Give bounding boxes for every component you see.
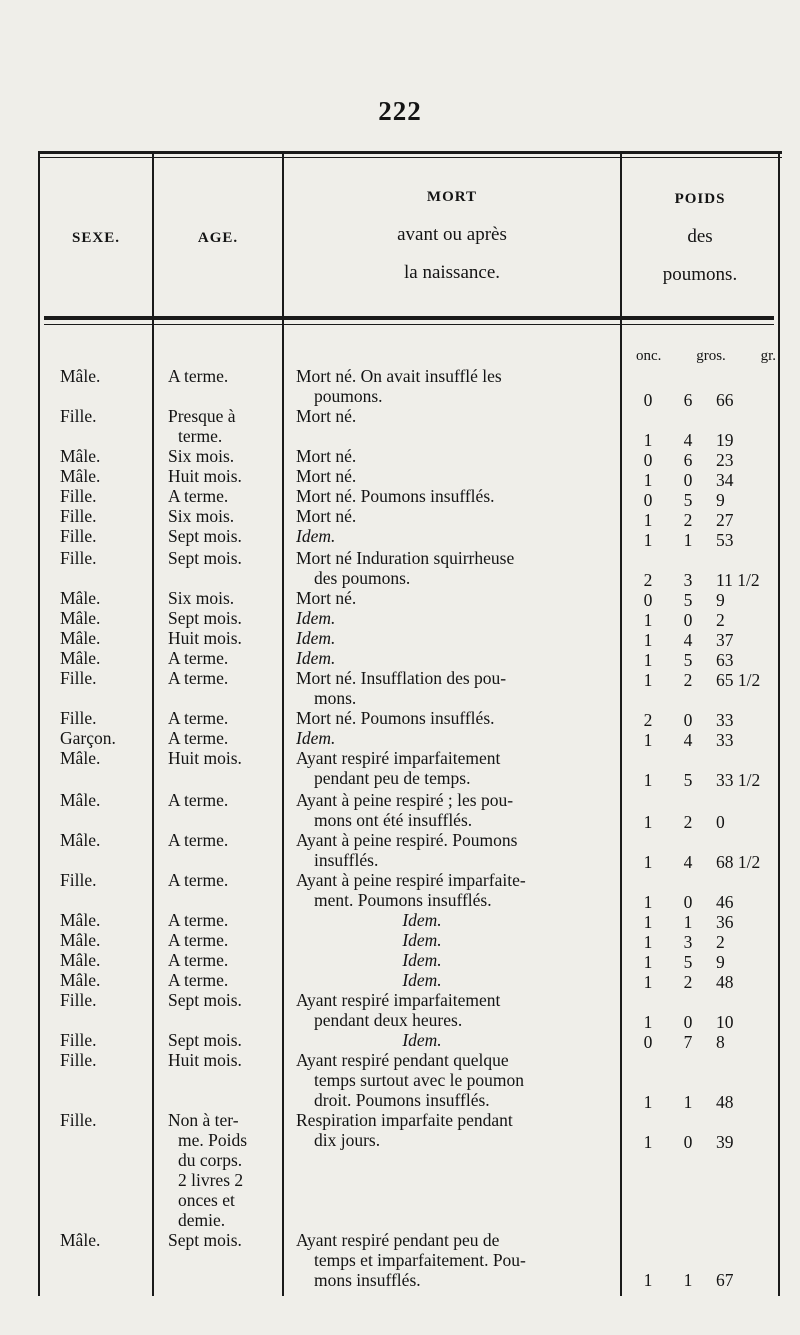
cell-gros: 4	[683, 730, 693, 750]
cell-grains: 19	[716, 430, 734, 450]
column-divider-sexe	[152, 151, 154, 1296]
cell-grains: 33	[716, 710, 734, 730]
header-mort-title: MORT	[426, 189, 478, 205]
cell-age-line: A terme.	[168, 870, 229, 890]
cell-onces: 0	[643, 590, 653, 610]
cell-onces: 1	[643, 852, 653, 872]
cell-grains: 2	[716, 610, 725, 630]
cell-sexe: Mâle.	[60, 1230, 101, 1250]
cell-age-line: A terme.	[168, 366, 229, 386]
cell-age	[168, 446, 276, 466]
cell-age-line: Presque à	[168, 406, 236, 426]
cell-onces: 0	[643, 1032, 653, 1052]
cell-grains: 67	[716, 1270, 734, 1290]
cell-gros: 0	[683, 1012, 693, 1032]
cell-gros: 2	[683, 972, 693, 992]
cell-age	[168, 970, 276, 990]
cell-age-line: Six mois.	[168, 446, 235, 466]
cell-age-line: terme.	[178, 426, 223, 446]
cell-age	[168, 1030, 276, 1050]
cell-mort	[296, 366, 608, 406]
cell-age-line: Sept mois.	[168, 526, 242, 546]
cell-gros: 0	[683, 470, 693, 490]
cell-gros: 5	[683, 650, 693, 670]
cell-age	[168, 870, 276, 890]
cell-onces: 0	[643, 490, 653, 510]
cell-grains: 8	[716, 1032, 725, 1052]
cell-grains: 9	[716, 590, 725, 610]
cell-age	[168, 708, 276, 728]
cell-mort-line: Respiration imparfaite pendant	[296, 1110, 513, 1130]
cell-mort-line: Ayant à peine respiré imparfaite-	[296, 870, 526, 890]
cell-grains: 48	[716, 972, 734, 992]
cell-mort	[296, 446, 608, 466]
cell-mort-line: insufflés.	[314, 850, 379, 870]
cell-gros: 3	[683, 570, 693, 590]
cell-sexe: Fille.	[60, 990, 97, 1010]
cell-mort	[296, 910, 608, 930]
cell-mort-line: Mort né. Poumons insufflés.	[296, 486, 495, 506]
cell-gros: 4	[683, 852, 693, 872]
cell-mort	[296, 668, 608, 708]
cell-gros: 1	[683, 1270, 693, 1290]
cell-sexe: Mâle.	[60, 588, 101, 608]
cell-gros: 0	[683, 1132, 693, 1152]
cell-sexe: Fille.	[60, 486, 97, 506]
cell-mort-line: Idem.	[402, 970, 442, 990]
column-divider-mort	[620, 151, 622, 1296]
cell-age-line: A terme.	[168, 790, 229, 810]
cell-sexe: Fille.	[60, 506, 97, 526]
cell-mort	[296, 950, 608, 970]
cell-gros: 0	[683, 610, 693, 630]
cell-gros: 2	[683, 510, 693, 530]
cell-age-line: Sept mois.	[168, 548, 242, 568]
cell-age	[168, 728, 276, 748]
cell-age-line: Non à ter-	[168, 1110, 239, 1130]
cell-age	[168, 748, 276, 768]
cell-age-line: A terme.	[168, 728, 229, 748]
cell-mort	[296, 790, 608, 830]
cell-sexe: Fille.	[60, 1110, 97, 1130]
cell-mort	[296, 1050, 608, 1110]
cell-age	[168, 830, 276, 850]
cell-mort-line: Idem.	[296, 526, 336, 546]
cell-onces: 0	[643, 450, 653, 470]
cell-grains: 0	[716, 812, 725, 832]
cell-onces: 1	[643, 770, 653, 790]
cell-age	[168, 466, 276, 486]
cell-mort-line: dix jours.	[314, 1130, 381, 1150]
cell-grains: 2	[716, 932, 725, 952]
cell-mort-line: Idem.	[296, 608, 336, 628]
cell-mort-line: Ayant à peine respiré. Poumons	[296, 830, 518, 850]
cell-mort-line: mons insufflés.	[314, 1270, 421, 1290]
cell-gros: 5	[683, 590, 693, 610]
cell-mort	[296, 728, 608, 748]
cell-age	[168, 506, 276, 526]
cell-onces: 1	[643, 730, 653, 750]
cell-onces: 1	[643, 1132, 653, 1152]
cell-grains: 27	[716, 510, 734, 530]
unit-gros: gros.	[696, 348, 726, 364]
cell-gros: 1	[683, 912, 693, 932]
cell-grains: 23	[716, 450, 734, 470]
cell-grains: 34	[716, 470, 734, 490]
cell-onces: 1	[643, 1270, 653, 1290]
cell-age-line: Huit mois.	[168, 748, 242, 768]
cell-mort-line: Ayant respiré pendant peu de	[296, 1230, 500, 1250]
cell-sexe: Fille.	[60, 1050, 97, 1070]
table-top-rule	[38, 151, 782, 154]
cell-gros: 0	[683, 892, 693, 912]
cell-onces: 1	[643, 670, 653, 690]
cell-mort	[296, 548, 608, 588]
cell-sexe: Mâle.	[60, 930, 101, 950]
cell-mort-line: Mort né. On avait insufflé les	[296, 366, 502, 386]
cell-grains: 48	[716, 1092, 734, 1112]
cell-onces: 1	[643, 470, 653, 490]
cell-onces: 1	[643, 812, 653, 832]
cell-mort	[296, 830, 608, 870]
cell-mort	[296, 588, 608, 608]
cell-mort-line: Idem.	[296, 628, 336, 648]
weight-units	[636, 348, 776, 365]
cell-onces: 1	[643, 932, 653, 952]
header-poids-line2: des	[687, 226, 713, 247]
cell-gros: 2	[683, 670, 693, 690]
cell-sexe: Fille.	[60, 668, 97, 688]
cell-grains: 11 1/2	[716, 570, 760, 590]
cell-mort	[296, 990, 608, 1030]
cell-mort-line: droit. Poumons insufflés.	[314, 1090, 490, 1110]
cell-age	[168, 668, 276, 688]
cell-mort-line: Mort né. Poumons insufflés.	[296, 708, 495, 728]
cell-gros: 6	[683, 450, 693, 470]
cell-mort-line: temps surtout avec le poumon	[314, 1070, 524, 1090]
cell-sexe: Fille.	[60, 708, 97, 728]
cell-mort-line: mons.	[314, 688, 357, 708]
header-poids-title: POIDS	[674, 191, 726, 207]
cell-onces: 1	[643, 530, 653, 550]
cell-age-line: A terme.	[168, 668, 229, 688]
cell-grains: 36	[716, 912, 734, 932]
cell-sexe: Mâle.	[60, 446, 101, 466]
cell-age	[168, 1110, 276, 1230]
cell-age	[168, 548, 276, 568]
cell-onces: 1	[643, 510, 653, 530]
cell-gros: 5	[683, 952, 693, 972]
cell-age	[168, 406, 276, 446]
cell-sexe: Mâle.	[60, 748, 101, 768]
cell-sexe: Mâle.	[60, 366, 101, 386]
cell-onces: 1	[643, 952, 653, 972]
cell-sexe: Mâle.	[60, 608, 101, 628]
cell-grains: 66	[716, 390, 734, 410]
cell-grains: 46	[716, 892, 734, 912]
cell-grains: 37	[716, 630, 734, 650]
cell-gros: 1	[683, 1092, 693, 1112]
cell-mort	[296, 466, 608, 486]
cell-age-line: Huit mois.	[168, 1050, 242, 1070]
cell-age-line: onces et	[178, 1190, 235, 1210]
cell-onces: 2	[643, 570, 653, 590]
cell-age	[168, 1050, 276, 1070]
cell-mort	[296, 930, 608, 950]
cell-onces: 0	[643, 390, 653, 410]
header-mort-line3: la naissance.	[403, 262, 500, 283]
cell-age-line: A terme.	[168, 708, 229, 728]
cell-mort-line: Mort né. Insufflation des pou-	[296, 668, 507, 688]
cell-onces: 1	[643, 650, 653, 670]
cell-age-line: A terme.	[168, 930, 229, 950]
cell-age-line: Six mois.	[168, 588, 235, 608]
cell-mort-line: Mort né.	[296, 466, 357, 486]
cell-mort	[296, 748, 608, 788]
cell-mort	[296, 1110, 608, 1150]
cell-mort-line: ment. Poumons insufflés.	[314, 890, 492, 910]
cell-mort-line: Mort né.	[296, 446, 357, 466]
cell-age-line: me. Poids	[178, 1130, 248, 1150]
cell-age-line: Huit mois.	[168, 628, 242, 648]
cell-grains: 9	[716, 490, 725, 510]
cell-age	[168, 648, 276, 668]
cell-gros: 5	[683, 490, 693, 510]
cell-age	[168, 526, 276, 546]
cell-age-line: Huit mois.	[168, 466, 242, 486]
cell-age	[168, 608, 276, 628]
cell-mort-line: Idem.	[402, 910, 442, 930]
cell-grains: 33 1/2	[716, 770, 761, 790]
table-top-rule-thin	[38, 157, 782, 158]
header-sexe: SEXE.	[72, 230, 120, 246]
cell-mort-line: Mort né.	[296, 506, 357, 526]
cell-age-line: Sept mois.	[168, 1030, 242, 1050]
cell-mort-line: mons ont été insufflés.	[314, 810, 473, 830]
cell-onces: 2	[643, 710, 653, 730]
cell-sexe: Mâle.	[60, 830, 101, 850]
cell-age-line: A terme.	[168, 970, 229, 990]
cell-onces: 1	[643, 912, 653, 932]
cell-mort-line: Idem.	[402, 950, 442, 970]
cell-mort	[296, 406, 608, 426]
cell-sexe: Mâle.	[60, 628, 101, 648]
cell-age-line: Six mois.	[168, 506, 235, 526]
cell-mort-line: Mort né.	[296, 588, 357, 608]
cell-gros: 0	[683, 710, 693, 730]
cell-gros: 5	[683, 770, 693, 790]
cell-age	[168, 990, 276, 1010]
cell-grains: 53	[716, 530, 734, 550]
cell-age	[168, 910, 276, 930]
cell-mort-line: Mort né Induration squirrheuse	[296, 548, 515, 568]
header-mort-line2: avant ou après	[397, 224, 507, 245]
table-left-border	[38, 151, 40, 1296]
cell-age-line: Sept mois.	[168, 1230, 242, 1250]
cell-age-line: 2 livres 2	[178, 1170, 244, 1190]
cell-mort-line: Idem.	[296, 648, 336, 668]
cell-age-line: A terme.	[168, 910, 229, 930]
cell-sexe: Mâle.	[60, 648, 101, 668]
cell-mort-line: Idem.	[296, 728, 336, 748]
cell-age	[168, 950, 276, 970]
cell-grains: 63	[716, 650, 734, 670]
cell-sexe: Fille.	[60, 526, 97, 546]
cell-mort	[296, 486, 608, 506]
cell-age-line: du corps.	[178, 1150, 243, 1170]
cell-gros: 4	[683, 630, 693, 650]
cell-grains: 65 1/2	[716, 670, 761, 690]
cell-gros: 4	[683, 430, 693, 450]
cell-onces: 1	[643, 430, 653, 450]
cell-grains: 68 1/2	[716, 852, 761, 872]
cell-sexe: Mâle.	[60, 790, 101, 810]
cell-mort-line: temps et imparfaitement. Pou-	[314, 1250, 526, 1270]
cell-grains: 39	[716, 1132, 734, 1152]
cell-sexe: Fille.	[60, 406, 97, 426]
header-age: AGE.	[197, 230, 239, 246]
cell-age-line: A terme.	[168, 648, 229, 668]
cell-mort-line: Ayant respiré imparfaitement	[296, 990, 501, 1010]
cell-mort	[296, 1030, 608, 1050]
cell-gros: 1	[683, 530, 693, 550]
cell-mort	[296, 608, 608, 628]
cell-age	[168, 1230, 276, 1250]
cell-mort-line: pendant deux heures.	[314, 1010, 463, 1030]
cell-sexe: Mâle.	[60, 910, 101, 930]
cell-age-line: A terme.	[168, 830, 229, 850]
cell-sexe: Mâle.	[60, 466, 101, 486]
cell-mort-line: Mort né.	[296, 406, 357, 426]
cell-sexe: Garçon.	[60, 728, 116, 748]
cell-gros: 2	[683, 812, 693, 832]
cell-onces: 1	[643, 1092, 653, 1112]
cell-mort-line: des poumons.	[314, 568, 411, 588]
cell-gros: 7	[683, 1032, 693, 1052]
cell-gros: 3	[683, 932, 693, 952]
cell-mort	[296, 970, 608, 990]
cell-age	[168, 588, 276, 608]
cell-sexe: Fille.	[60, 548, 97, 568]
cell-grains: 9	[716, 952, 725, 972]
cell-sexe: Fille.	[60, 1030, 97, 1050]
cell-mort-line: Ayant respiré imparfaitement	[296, 748, 501, 768]
cell-onces: 1	[643, 610, 653, 630]
cell-mort	[296, 708, 608, 728]
cell-age	[168, 486, 276, 506]
cell-mort	[296, 526, 608, 546]
cell-onces: 1	[643, 1012, 653, 1032]
cell-gros: 6	[683, 390, 693, 410]
unit-grains: gr.	[760, 348, 776, 364]
cell-age-line: A terme.	[168, 486, 229, 506]
cell-age	[168, 628, 276, 648]
cell-onces: 1	[643, 972, 653, 992]
cell-onces: 1	[643, 892, 653, 912]
header-poids-line3: poumons.	[662, 264, 738, 285]
page-number: 222	[378, 96, 422, 126]
cell-mort	[296, 506, 608, 526]
cell-onces: 1	[643, 630, 653, 650]
cell-mort-line: Idem.	[402, 1030, 442, 1050]
unit-onces: onc.	[636, 348, 662, 364]
cell-grains: 10	[716, 1012, 734, 1032]
cell-sexe: Fille.	[60, 870, 97, 890]
cell-sexe: Mâle.	[60, 970, 101, 990]
cell-age-line: Sept mois.	[168, 990, 242, 1010]
cell-mort-line: Ayant respiré pendant quelque	[296, 1050, 509, 1070]
cell-mort	[296, 870, 608, 910]
cell-sexe: Mâle.	[60, 950, 101, 970]
cell-mort-line: pendant peu de temps.	[314, 768, 471, 788]
cell-age	[168, 366, 276, 386]
cell-mort	[296, 1230, 608, 1290]
cell-age-line: A terme.	[168, 950, 229, 970]
cell-grains: 33	[716, 730, 734, 750]
cell-age	[168, 930, 276, 950]
cell-mort-line: Idem.	[402, 930, 442, 950]
cell-age	[168, 790, 276, 810]
cell-mort-line: poumons.	[314, 386, 383, 406]
cell-mort-line: Ayant à peine respiré ; les pou-	[296, 790, 514, 810]
cell-mort	[296, 628, 608, 648]
cell-mort	[296, 648, 608, 668]
cell-age-line: demie.	[178, 1210, 226, 1230]
cell-age-line: Sept mois.	[168, 608, 242, 628]
column-divider-age	[282, 151, 284, 1296]
